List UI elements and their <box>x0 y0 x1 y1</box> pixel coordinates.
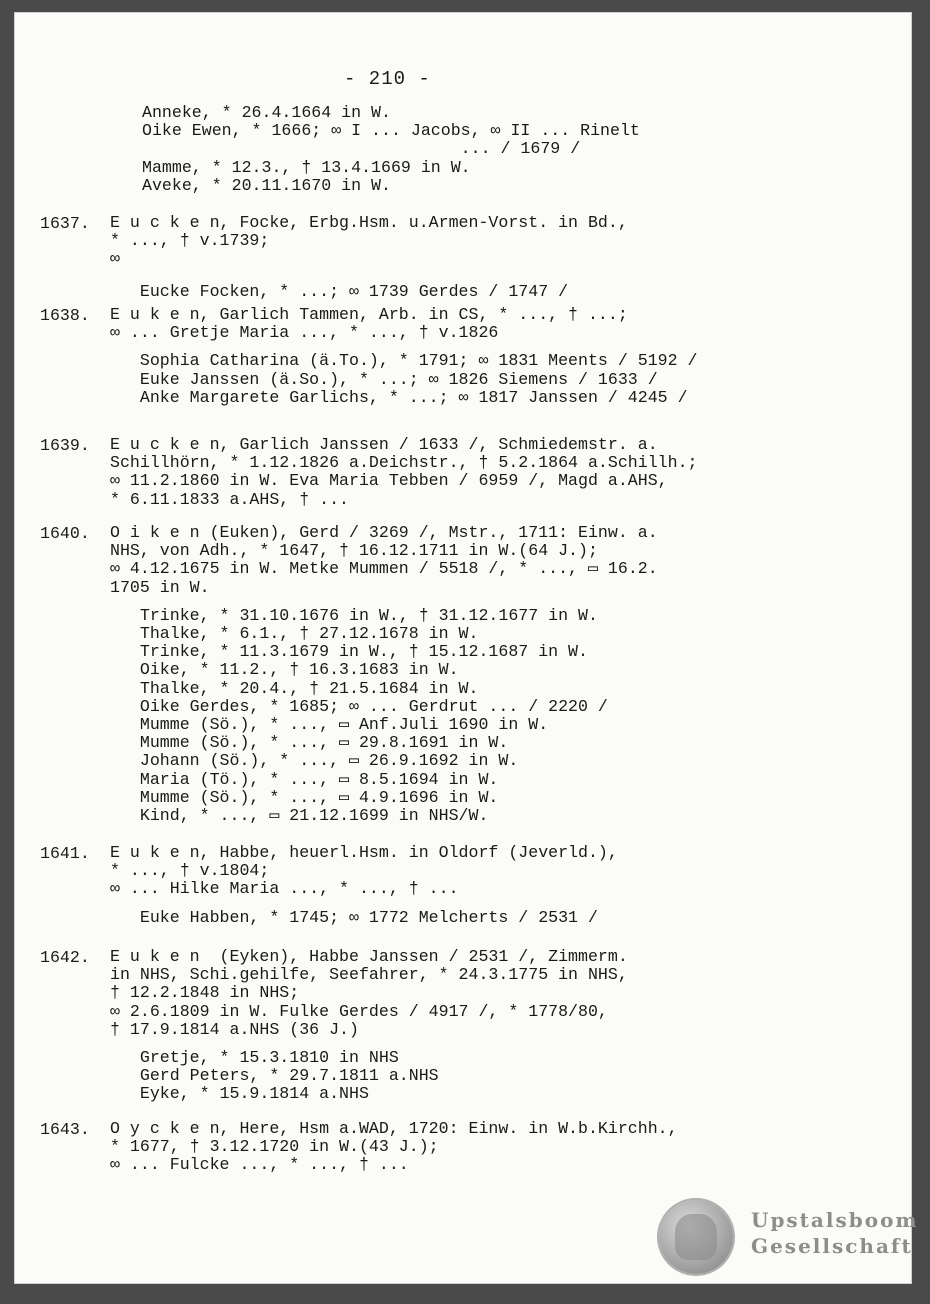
entry-line: † 17.9.1814 a.NHS (36 J.) <box>110 1019 359 1039</box>
entry-line: Oike Ewen, * 1666; ∞ I ... Jacobs, ∞ II ... Rinelt <box>142 121 640 141</box>
entry-line: ∞ <box>110 249 120 269</box>
entry-line: Eyke, * 15.9.1814 a.NHS <box>110 1084 369 1104</box>
logo-line-2: Gesellschaft <box>751 1234 913 1258</box>
page-number: - 210 - <box>344 68 431 90</box>
entry-number: 1638. <box>40 306 90 325</box>
entry-line: Euke Habben, * 1745; ∞ 1772 Melcherts / 2531 / <box>110 907 598 927</box>
entry-line: Mumme (Sö.), * ..., ▭ 29.8.1691 in W. <box>110 733 509 753</box>
entry-line: * ..., † v.1804; <box>110 861 270 881</box>
entry-line: Anke Margarete Garlichs, * ...; ∞ 1817 Janssen / 4245 / <box>110 387 688 407</box>
entry-line: Eucke Focken, * ...; ∞ 1739 Gerdes / 1747 / <box>110 281 569 301</box>
entry-line: Aveke, * 20.11.1670 in W. <box>142 175 391 195</box>
entry-line: ∞ 4.12.1675 in W. Metke Mummen / 5518 /, * ..., ▭ 16.2. <box>110 559 658 579</box>
entry-line: O i k e n (Euken), Gerd / 3269 /, Mstr., 1711: Einw. a. <box>110 523 658 542</box>
seal-icon <box>659 1200 733 1274</box>
entry-line: ∞ 2.6.1809 in W. Fulke Gerdes / 4917 /, * 1778/80, <box>110 1001 608 1021</box>
entry-line: E u c k e n, Focke, Erbg.Hsm. u.Armen-Vorst. in Bd., <box>110 213 628 232</box>
entry-number: 1639. <box>40 436 90 455</box>
entry-line: Mumme (Sö.), * ..., ▭ 4.9.1696 in W. <box>110 787 499 807</box>
entry-line: ∞ ... Hilke Maria ..., * ..., † ... <box>110 879 459 899</box>
entry-line: NHS, von Adh., * 1647, † 16.12.1711 in W.(64 J.); <box>110 541 598 561</box>
entry-line: ∞ ... Fulcke ..., * ..., † ... <box>110 1155 409 1175</box>
entry-line: E u k e n, Habbe, heuerl.Hsm. in Oldorf (Jeverld.), <box>110 843 618 862</box>
upstalsboom-logo <box>659 1200 919 1280</box>
entry-line: Schillhörn, * 1.12.1826 a.Deichstr., † 5.2.1864 a.Schillh.; <box>110 453 698 473</box>
entry-number: 1637. <box>40 214 90 233</box>
entry-line: Johann (Sö.), * ..., ▭ 26.9.1692 in W. <box>110 751 519 771</box>
entry-line: E u k e n, Garlich Tammen, Arb. in CS, * ..., † ...; <box>110 305 628 324</box>
entry-line: * ..., † v.1739; <box>110 231 270 251</box>
entry-line: Trinke, * 31.10.1676 in W., † 31.12.1677 in W. <box>110 605 598 625</box>
entry-line: ... / 1679 / <box>142 139 581 159</box>
entry-line: Kind, * ..., ▭ 21.12.1699 in NHS/W. <box>110 806 489 825</box>
document-page <box>14 12 919 1284</box>
entry-line: * 6.11.1833 a.AHS, † ... <box>110 489 349 509</box>
entry-line: Maria (Tö.), * ..., ▭ 8.5.1694 in W. <box>110 769 499 789</box>
entry-number: 1642. <box>40 948 90 967</box>
entry-line: Gerd Peters, * 29.7.1811 a.NHS <box>110 1066 439 1086</box>
entry-line: Thalke, * 20.4., † 21.5.1684 in W. <box>110 678 479 698</box>
entry-line: Thalke, * 6.1., † 27.12.1678 in W. <box>110 624 479 643</box>
entry-line: Euke Janssen (ä.So.), * ...; ∞ 1826 Siemens / 1633 / <box>110 369 658 389</box>
entry-line: E u c k e n, Garlich Janssen / 1633 /, Schmiedemstr. a. <box>110 435 658 454</box>
entry-number: 1641. <box>40 844 90 863</box>
entry-line: 1705 in W. <box>110 577 210 597</box>
entry-line: E u k e n (Eyken), Habbe Janssen / 2531 /, Zimmerm. <box>110 947 628 966</box>
entry-number: 1640. <box>40 524 90 543</box>
entry-line: Mamme, * 12.3., † 13.4.1669 in W. <box>142 157 471 177</box>
entry-line: Sophia Catharina (ä.To.), * 1791; ∞ 1831 Meents / 5192 / <box>110 351 698 371</box>
entry-line: † 12.2.1848 in NHS; <box>110 983 300 1003</box>
logo-line-1: Upstalsboom <box>751 1208 919 1232</box>
entry-line: Oike, * 11.2., † 16.3.1683 in W. <box>110 660 459 680</box>
entry-number: 1643. <box>40 1120 90 1139</box>
entry-line: Anneke, * 26.4.1664 in W. <box>142 103 391 122</box>
entry-line: Oike Gerdes, * 1685; ∞ ... Gerdrut ... / 2220 / <box>110 696 608 716</box>
entry-line: in NHS, Schi.gehilfe, Seefahrer, * 24.3.1775 in NHS, <box>110 965 628 985</box>
entry-line: ∞ 11.2.1860 in W. Eva Maria Tebben / 6959 /, Magd a.AHS, <box>110 471 668 491</box>
entry-line: * 1677, † 3.12.1720 in W.(43 J.); <box>110 1137 439 1157</box>
entry-line: Mumme (Sö.), * ..., ▭ Anf.Juli 1690 in W. <box>110 715 549 734</box>
entry-line: Gretje, * 15.3.1810 in NHS <box>110 1048 399 1067</box>
entry-line: ∞ ... Gretje Maria ..., * ..., † v.1826 <box>110 323 499 343</box>
entry-line: O y c k e n, Here, Hsm a.WAD, 1720: Einw. in W.b.Kirchh., <box>110 1119 678 1138</box>
entry-line: Trinke, * 11.3.1679 in W., † 15.12.1687 in W. <box>110 642 588 662</box>
